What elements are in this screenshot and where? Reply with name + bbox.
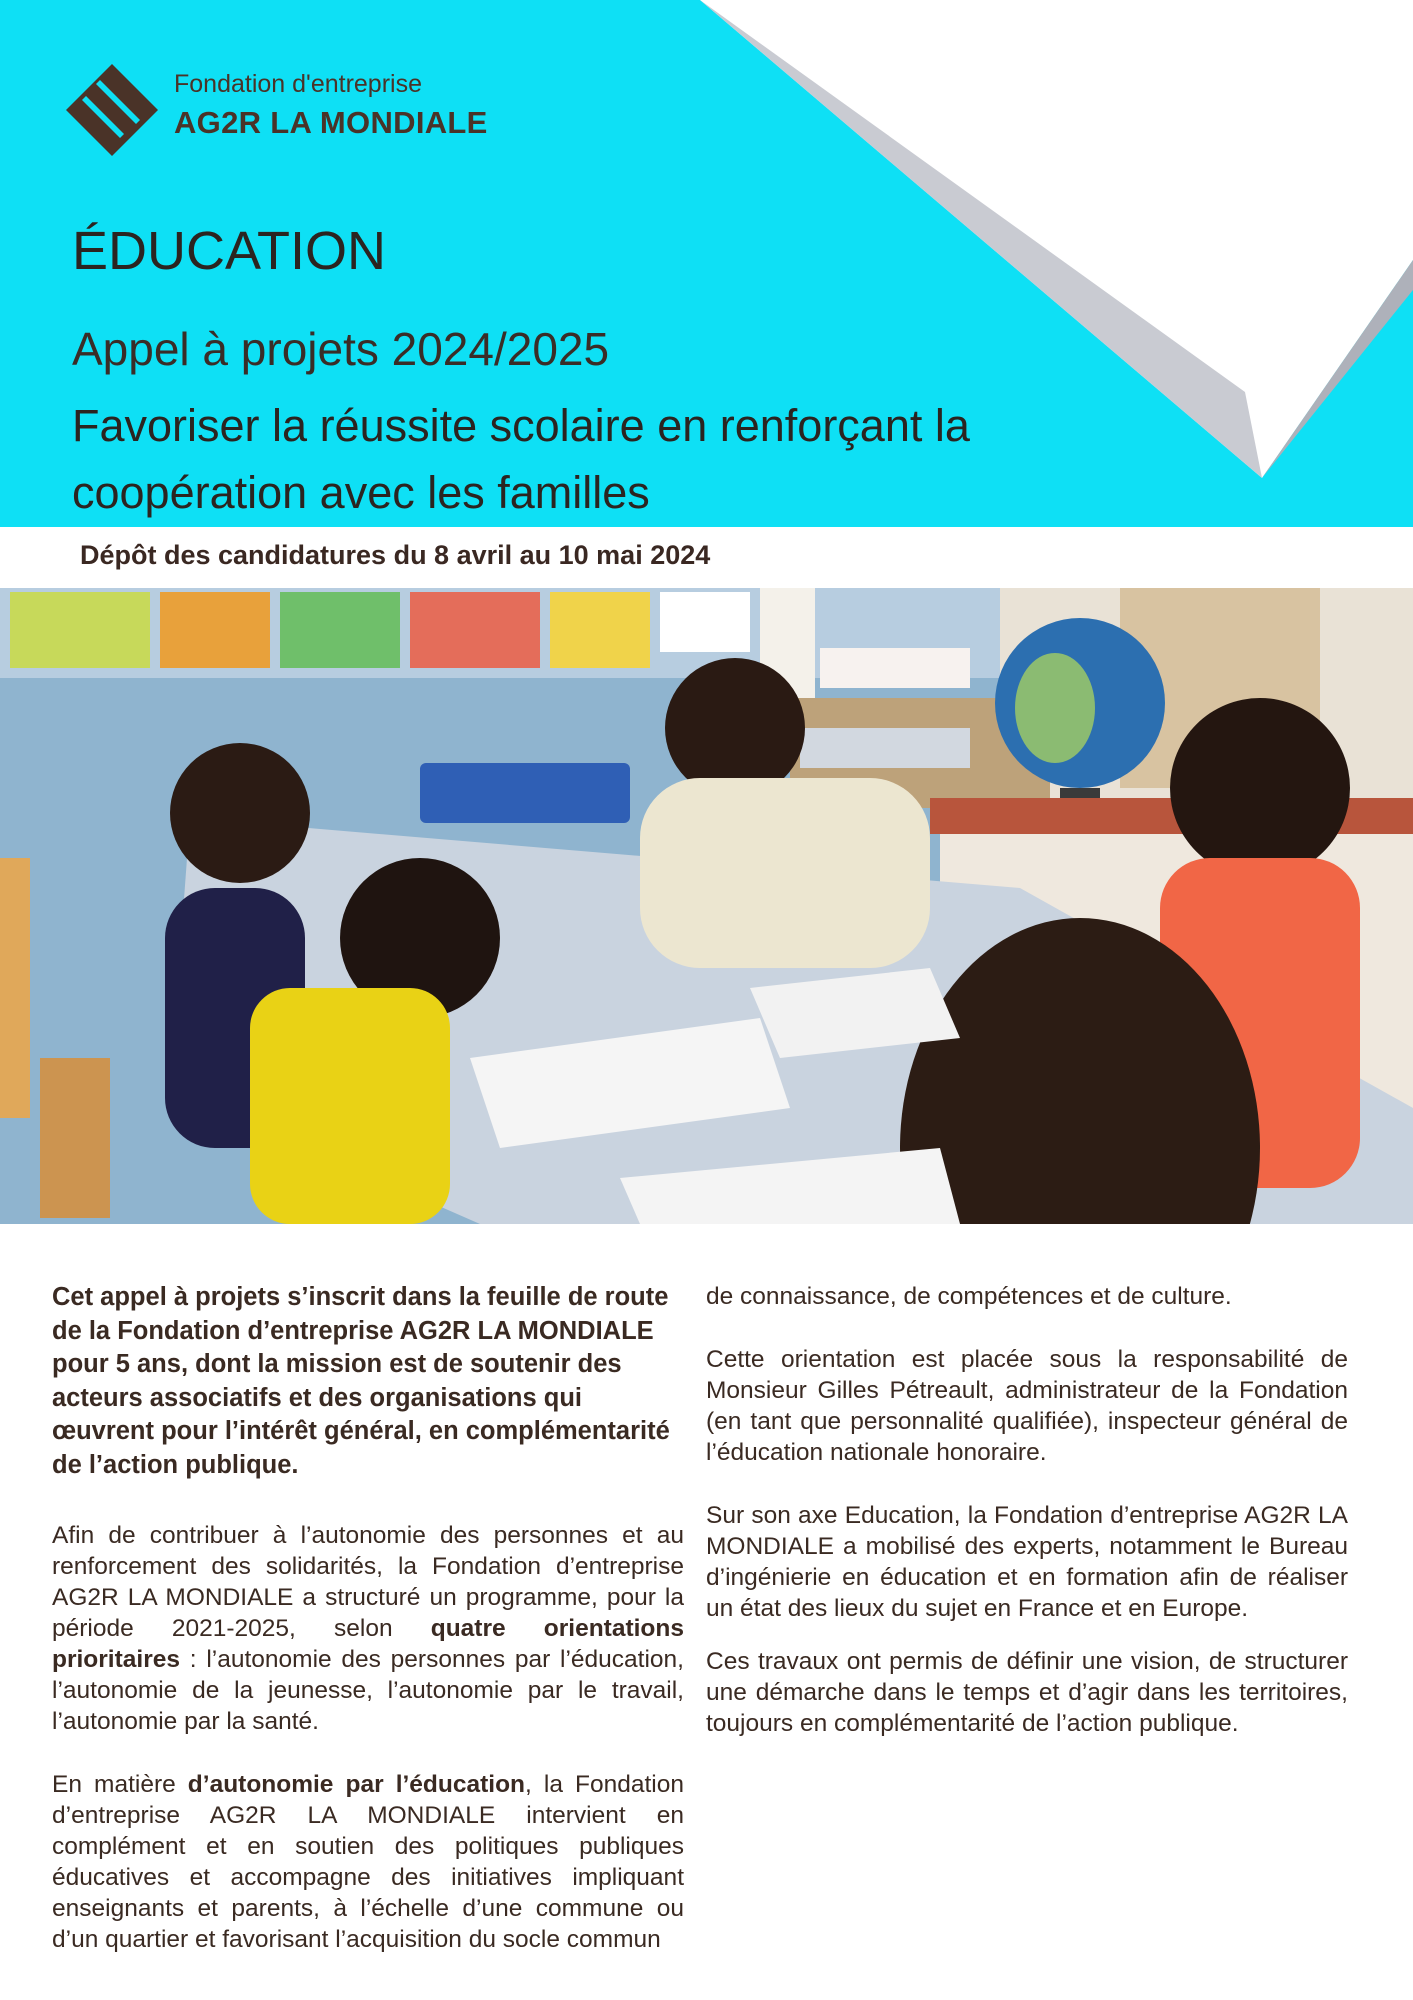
education-paragraph [52, 1769, 684, 1955]
education-paragraph-continued: de connaissance, de compétences et de culture. [706, 1283, 1232, 1310]
responsibility-paragraph: Cette orientation est placée sous la responsabilité de Monsieur Gilles Pétreault, administrateur de la Fondation (en tant que personnalité qualifiée), inspecteur général de l’éducation nationale honoraire. [706, 1346, 1348, 1466]
call-title: Appel à projets 2024/2025 [72, 323, 610, 375]
programme-paragraph [52, 1520, 684, 1737]
vision-paragraph: Ces travaux ont permis de définir une vision, de structurer une démarche dans le temps et d’agir dans les territoires, toujours en complémentarité de l’action publique. [706, 1648, 1348, 1737]
programme-text-2: : l’autonomie des personnes par l’éducation, l’autonomie de la jeunesse, l’autonomie par le travail, l’autonomie par la santé. [52, 1646, 684, 1735]
call-subtitle [72, 392, 970, 526]
classroom-photo [0, 588, 1413, 1224]
classroom-photo-drawing [0, 588, 1413, 1224]
education-text-1: En matière [52, 1771, 188, 1798]
logo-line-1: Fondation d'entreprise [174, 70, 422, 98]
programme-highlight: quatre orientations prioritaires [52, 1615, 684, 1673]
subtitle-line-1: Favoriser la réussite scolaire en renforçant la [72, 400, 970, 451]
logo-line-2: AG2R LA MONDIALE [174, 105, 488, 140]
section-title: ÉDUCATION [72, 221, 387, 281]
body-column-right [706, 1281, 1348, 1739]
experts-paragraph: Sur son axe Education, la Fondation d’entreprise AG2R LA MONDIALE a mobilisé des experts, notamment le Bureau d’ingénierie en éducation et en formation afin de réaliser un état des lieux du sujet en France et en Europe. [706, 1502, 1348, 1622]
deposit-dates: Dépôt des candidatures du 8 avril au 10 mai 2024 [80, 540, 711, 570]
education-highlight: d’autonomie par l’éducation [187, 1771, 526, 1798]
foundation-logo [66, 64, 486, 156]
programme-text-1: Afin de contribuer à l’autonomie des personnes et au renforcement des solidarités, la Fondation d’entreprise AG2R LA MONDIALE a structuré un programme, pour la période 2021-2025, selon [52, 1522, 684, 1642]
body-column-left [52, 1281, 684, 1955]
subtitle-line-2: coopération avec les familles [72, 467, 650, 518]
education-text-2: , la Fondation d’entreprise AG2R LA MONDIALE intervient en complément et en soutien des politiques publiques éducatives et accompagne des initiatives impliquant enseignants et parents, à l’échelle d’une commune ou d’un quartier et favorisant l’acquisition du socle commun [52, 1771, 684, 1953]
intro-paragraph: Cet appel à projets s’inscrit dans la feuille de route de la Fondation d’entreprise AG2R LA MONDIALE pour 5 ans, dont la mission est de soutenir des acteurs associatifs et des organisations qui œuvrent pour l’intérêt général, en complémentarité de l’action publique. [52, 1283, 670, 1479]
logo-mark-icon [66, 64, 158, 156]
